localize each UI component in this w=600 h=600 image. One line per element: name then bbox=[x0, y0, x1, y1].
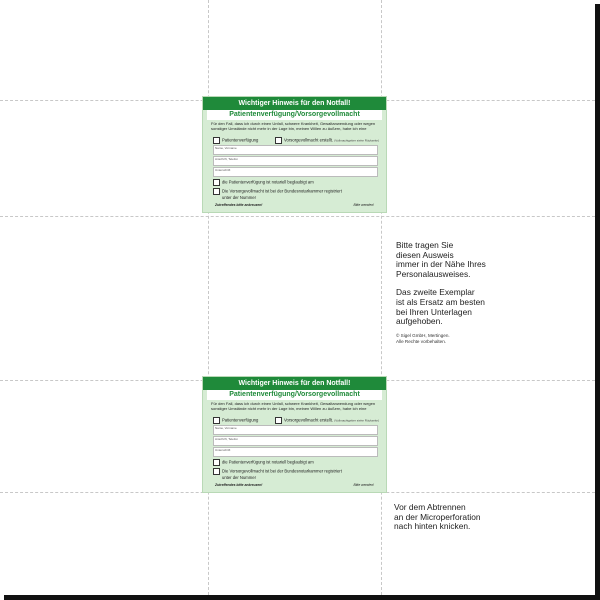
card-intro: Für den Fall, dass ich durch einen Unfall, schwere Krankheit, Gewaltanwendung oder wegen sonstiger Umstände nicht mehr in der Lage bin, meinen Willen zu äußern, habe ich eine bbox=[211, 121, 376, 131]
checkbox[interactable] bbox=[213, 459, 220, 466]
card-footer-right: Bitte wenden! bbox=[353, 203, 374, 207]
name-field[interactable]: Name, Vorname bbox=[213, 425, 378, 435]
checkbox[interactable] bbox=[213, 417, 220, 424]
emergency-card-1 bbox=[202, 96, 387, 213]
checkbox[interactable] bbox=[275, 137, 282, 144]
vollmacht-checkbox-row[interactable]: Vorsorgevollmacht erstellt. (Vollmachtgeber siehe Rückseite) bbox=[275, 417, 379, 424]
card-footer-right: Bitte wenden! bbox=[353, 483, 374, 487]
patient-checkbox-row[interactable]: Patientenverfügung bbox=[213, 137, 258, 144]
register-checkbox-row[interactable]: Die Vorsorgevollmacht ist bei der Bundesnotarkammer registriert bbox=[213, 468, 342, 475]
side-note-fold: Vor dem Abtrennen an der Microperforation nach hinten knicken. bbox=[394, 502, 481, 532]
perforation-line-vertical-right bbox=[381, 0, 382, 595]
card-subtitle: Patientenverfügung/Vorsorgevollmacht bbox=[207, 390, 382, 400]
card-intro: Für den Fall, dass ich durch einen Unfall, schwere Krankheit, Gewaltanwendung oder wegen sonstiger Umstände nicht mehr in der Lage bin, meinen Willen zu äußern, habe ich eine bbox=[211, 401, 376, 411]
side-note-carry: Bitte tragen Sie diesen Ausweis immer in der Nähe Ihres Personalausweises. Das zweite Exemplar ist als Ersatz am besten bei Ihren Unterlagen aufgehoben. bbox=[396, 240, 486, 327]
notary-checkbox-row[interactable]: die Patientenverfügung ist notariell beglaubigt am bbox=[213, 179, 314, 186]
perforation-line-vertical-left bbox=[208, 0, 209, 595]
emergency-card-2 bbox=[202, 376, 387, 493]
checkbox[interactable] bbox=[213, 468, 220, 475]
notary-checkbox-row[interactable]: die Patientenverfügung ist notariell beglaubigt am bbox=[213, 459, 314, 466]
card-footer-left: Zutreffendes bitte ankreuzen! bbox=[215, 203, 263, 207]
card-banner: Wichtiger Hinweis für den Notfall! bbox=[203, 97, 386, 110]
patient-checkbox-row[interactable]: Patientenverfügung bbox=[213, 417, 258, 424]
sheet-shadow-bottom bbox=[4, 595, 600, 600]
signature-field[interactable]: Unterschrift bbox=[213, 447, 378, 457]
name-field[interactable]: Name, Vorname bbox=[213, 145, 378, 155]
checkbox[interactable] bbox=[213, 137, 220, 144]
checkbox[interactable] bbox=[213, 188, 220, 195]
register-number-row: unter der Nummer bbox=[222, 475, 256, 480]
address-field[interactable]: Anschrift, Telefon bbox=[213, 156, 378, 166]
perforation-line-horizontal-2 bbox=[0, 216, 595, 217]
signature-field[interactable]: Unterschrift bbox=[213, 167, 378, 177]
register-checkbox-row[interactable]: Die Vorsorgevollmacht ist bei der Bundesnotarkammer registriert bbox=[213, 188, 342, 195]
address-field[interactable]: Anschrift, Telefon bbox=[213, 436, 378, 446]
card-footer-left: Zutreffendes bitte ankreuzen! bbox=[215, 483, 263, 487]
card-banner: Wichtiger Hinweis für den Notfall! bbox=[203, 377, 386, 390]
checkbox[interactable] bbox=[275, 417, 282, 424]
register-number-row: unter der Nummer bbox=[222, 195, 256, 200]
card-subtitle: Patientenverfügung/Vorsorgevollmacht bbox=[207, 110, 382, 120]
copyright-note: © Sigel GmbH, Mertingen. Alle Rechte vorbehalten. bbox=[396, 333, 450, 344]
vollmacht-checkbox-row[interactable]: Vorsorgevollmacht erstellt. (Vollmachtgeber siehe Rückseite) bbox=[275, 137, 379, 144]
sheet-shadow-right bbox=[595, 4, 600, 600]
checkbox[interactable] bbox=[213, 179, 220, 186]
